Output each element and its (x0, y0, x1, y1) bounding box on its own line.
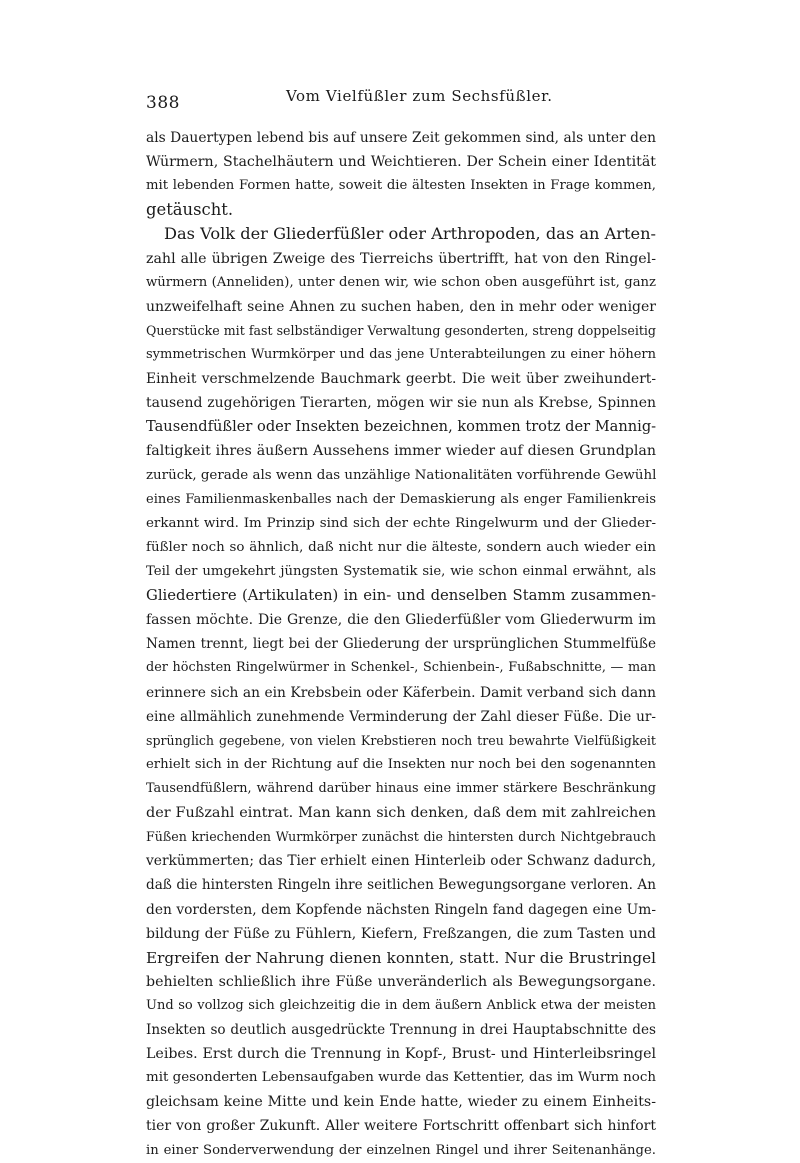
text-line: Und so vollzog sich gleichzeitig die in dem äußern Anblick etwa der meisten (146, 997, 656, 1013)
text-line: den vordersten, dem Kopfende nächsten Ringeln fand dagegen eine Um- (146, 901, 656, 918)
text-line: Namen trennt, liegt bei der Gliederung der ursprünglichen Stummelfüße (146, 636, 656, 653)
text-line: verkümmerten; das Tier erhielt einen Hinterleib oder Schwanz dadurch, (146, 853, 656, 870)
page-number: 388 (146, 93, 180, 113)
text-line: in einer Sonderverwendung der einzelnen Ringel und ihrer Seitenanhänge. (146, 1142, 656, 1158)
text-line: als Dauertypen lebend bis auf unsere Zeit gekommen sind, als unter den (146, 130, 656, 146)
text-line: Einheit verschmelzende Bauchmark geerbt. Die weit über zweihundert- (146, 371, 656, 388)
text-line: symmetrischen Wurmkörper und das jene Unterabteilungen zu einer höhern (146, 346, 656, 362)
text-line: zahl alle übrigen Zweige des Tierreichs übertrifft, hat von den Ringel- (146, 250, 656, 267)
text-line: faltigkeit ihres äußern Aussehens immer wieder auf diesen Grundplan (146, 443, 656, 460)
text-line: erinnere sich an ein Krebsbein oder Käferbein. Damit verband sich dann (146, 684, 656, 701)
text-line: füßler noch so ähnlich, daß nicht nur die älteste, sondern auch wieder ein (146, 539, 656, 555)
text-line: Tausendfüßlern, während darüber hinaus eine immer stärkere Beschränkung (146, 780, 656, 796)
text-line: Querstücke mit fast selbständiger Verwaltung gesonderten, streng doppelseitig (146, 322, 656, 338)
text-line: mit gesonderten Lebensaufgaben wurde das Kettentier, das im Wurm noch (146, 1070, 656, 1086)
text-line: gleichsam keine Mitte und kein Ende hatte, wieder zu einem Einheits- (146, 1094, 656, 1111)
text-line: Teil der umgekehrt jüngsten Systematik sie, wie schon einmal erwähnt, als (146, 563, 656, 579)
text-line: erkannt wird. Im Prinzip sind sich der echte Ringelwurm und der Glieder- (146, 515, 656, 531)
text-line: eines Familienmaskenballes nach der Demaskierung als enger Familienkreis (146, 491, 656, 507)
text-line: daß die hintersten Ringeln ihre seitlichen Bewegungsorgane verloren. An (146, 877, 656, 894)
text-line: Füßen kriechenden Wurmkörper zunächst die hintersten durch Nichtgebrauch (146, 829, 656, 845)
text-line: Tausendfüßler oder Insekten bezeichnen, kommen trotz der Mannig- (146, 418, 657, 436)
text-line: der Fußzahl eintrat. Man kann sich denken, daß dem mit zahlreichen (146, 805, 656, 822)
text-line: Das Volk der Gliederfüßler oder Arthropoden, das an Arten- (164, 224, 656, 244)
text-line: zurück, gerade als wenn das unzählige Nationalitäten vorführende Gewühl (146, 467, 657, 483)
text-line: Gliedertiere (Artikulaten) in ein- und denselben Stamm zusammen- (146, 587, 656, 605)
text-line: Insekten so deutlich ausgedrückte Trennung in drei Hauptabschnitte des (146, 1022, 656, 1039)
text-line: eine allmählich zunehmende Verminderung der Zahl dieser Füße. Die ur- (146, 708, 656, 725)
running-head: Vom Vielfüßler zum Sechsfüßler. (286, 87, 553, 105)
text-line: Ergreifen der Nahrung dienen konnten, statt. Nur die Brustringel (146, 948, 656, 967)
text-line: unzweifelhaft seine Ahnen zu suchen haben, den in mehr oder weniger (146, 298, 656, 315)
text-line: erhielt sich in der Richtung auf die Insekten nur noch bei den sogenannten (146, 756, 656, 772)
text-line: tier von großer Zukunft. Aller weitere Fortschritt offenbart sich hinfort (146, 1118, 656, 1135)
text-line: getäuscht. (146, 200, 234, 220)
text-line: bildung der Füße zu Fühlern, Kiefern, Freßzangen, die zum Tasten und (146, 925, 656, 942)
text-line: fassen möchte. Die Grenze, die den Gliederfüßler vom Gliederwurm im (146, 612, 656, 629)
text-line: der höchsten Ringelwürmer in Schenkel-, Schienbein-, Fußabschnitte, — man (146, 660, 656, 676)
text-line: Leibes. Erst durch die Trennung in Kopf-, Brust- und Hinterleibsringel (146, 1046, 656, 1063)
text-line: mit lebenden Formen hatte, soweit die ältesten Insekten in Frage kommen, (146, 178, 656, 194)
text-line: Würmern, Stachelhäutern und Weichtieren. Der Schein einer Identität (146, 154, 656, 171)
body-text (146, 126, 656, 1163)
text-line: würmern (Anneliden), unter denen wir, wie schon oben ausgeführt ist, ganz (146, 274, 656, 290)
text-line: tausend zugehörigen Tierarten, mögen wir sie nun als Krebse, Spinnen (146, 395, 656, 412)
text-line: sprünglich gegebene, von vielen Krebstieren noch treu bewahrte Vielfüßigkeit (146, 732, 656, 748)
text-line: behielten schließlich ihre Füße unveränderlich als Bewegungsorgane. (146, 973, 656, 990)
